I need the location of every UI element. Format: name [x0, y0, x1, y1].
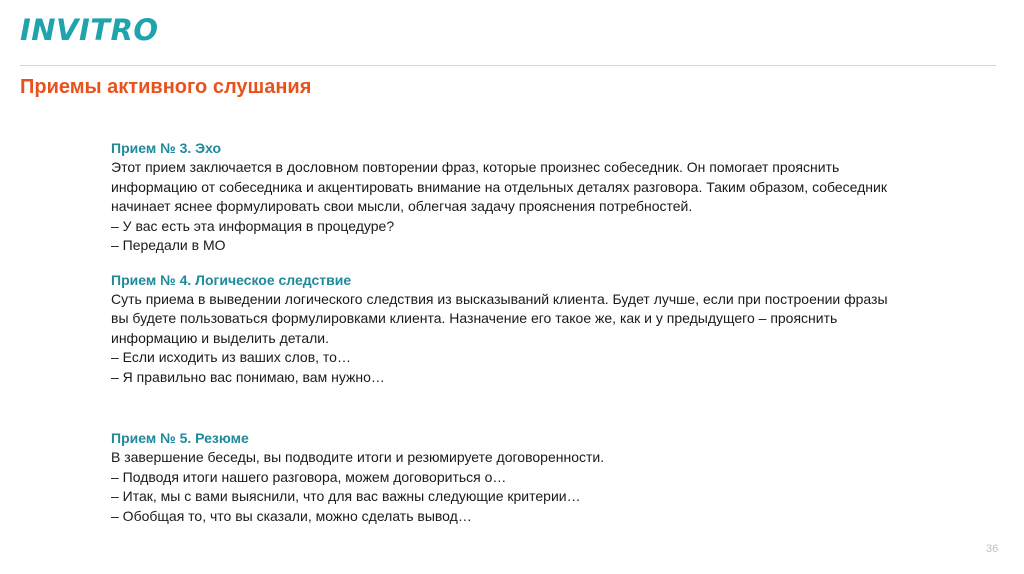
invitro-logo: INVITRO	[20, 13, 159, 47]
section-title: Прием № 4. Логическое следствие	[111, 271, 352, 288]
text-line: Этот прием заключается в дословном повторении фраз, которые произнес собеседник. Он помогает прояснить	[111, 159, 840, 175]
text-line: информацию от собеседника и акцентировать внимание на отдельных деталях разговора. Таким образом, собеседник	[111, 178, 887, 195]
example-line: – Итак, мы с вами выяснили, что для вас важны следующие критерии…	[111, 488, 581, 504]
section-body	[111, 158, 991, 256]
text-line: В завершение беседы, вы подводите итоги и резюмируете договоренности.	[111, 449, 605, 465]
text-line: Суть приема в выведении логического следствия из высказываний клиента. Будет лучше, если при построении фразы	[111, 290, 888, 307]
page-number: 36	[986, 543, 999, 555]
section-title: Прием № 3. Эхо	[111, 140, 222, 156]
example-line: – Передали в МО	[111, 237, 226, 253]
header-divider	[20, 65, 996, 66]
section-spacer	[111, 256, 991, 270]
text-line: информацию и выделить детали.	[111, 329, 329, 346]
example-line: – Подводя итоги нашего разговора, можем договориться о…	[111, 468, 507, 485]
slide-content	[111, 138, 991, 526]
section-logical-consequence	[111, 270, 991, 388]
section-spacer	[111, 387, 991, 428]
example-line: – У вас есть эта информация в процедуре?	[111, 217, 395, 234]
section-body	[111, 290, 991, 388]
section-body	[111, 448, 991, 526]
text-line: вы будете пользоваться формулировками клиента. Назначение его такое же, как и у предыдущего – прояснить	[111, 310, 838, 326]
text-line: начинает яснее формулировать свои мысли, облегчая задачу прояснения потребностей.	[111, 198, 693, 214]
example-line: – Если исходить из ваших слов, то…	[111, 349, 351, 365]
page-title: Приемы активного слушания	[20, 76, 312, 98]
section-echo	[111, 138, 991, 256]
example-line: – Я правильно вас понимаю, вам нужно…	[111, 368, 385, 385]
section-summary	[111, 428, 991, 526]
example-line: – Обобщая то, что вы сказали, можно сделать вывод…	[111, 507, 472, 524]
section-title: Прием № 5. Резюме	[111, 430, 249, 446]
